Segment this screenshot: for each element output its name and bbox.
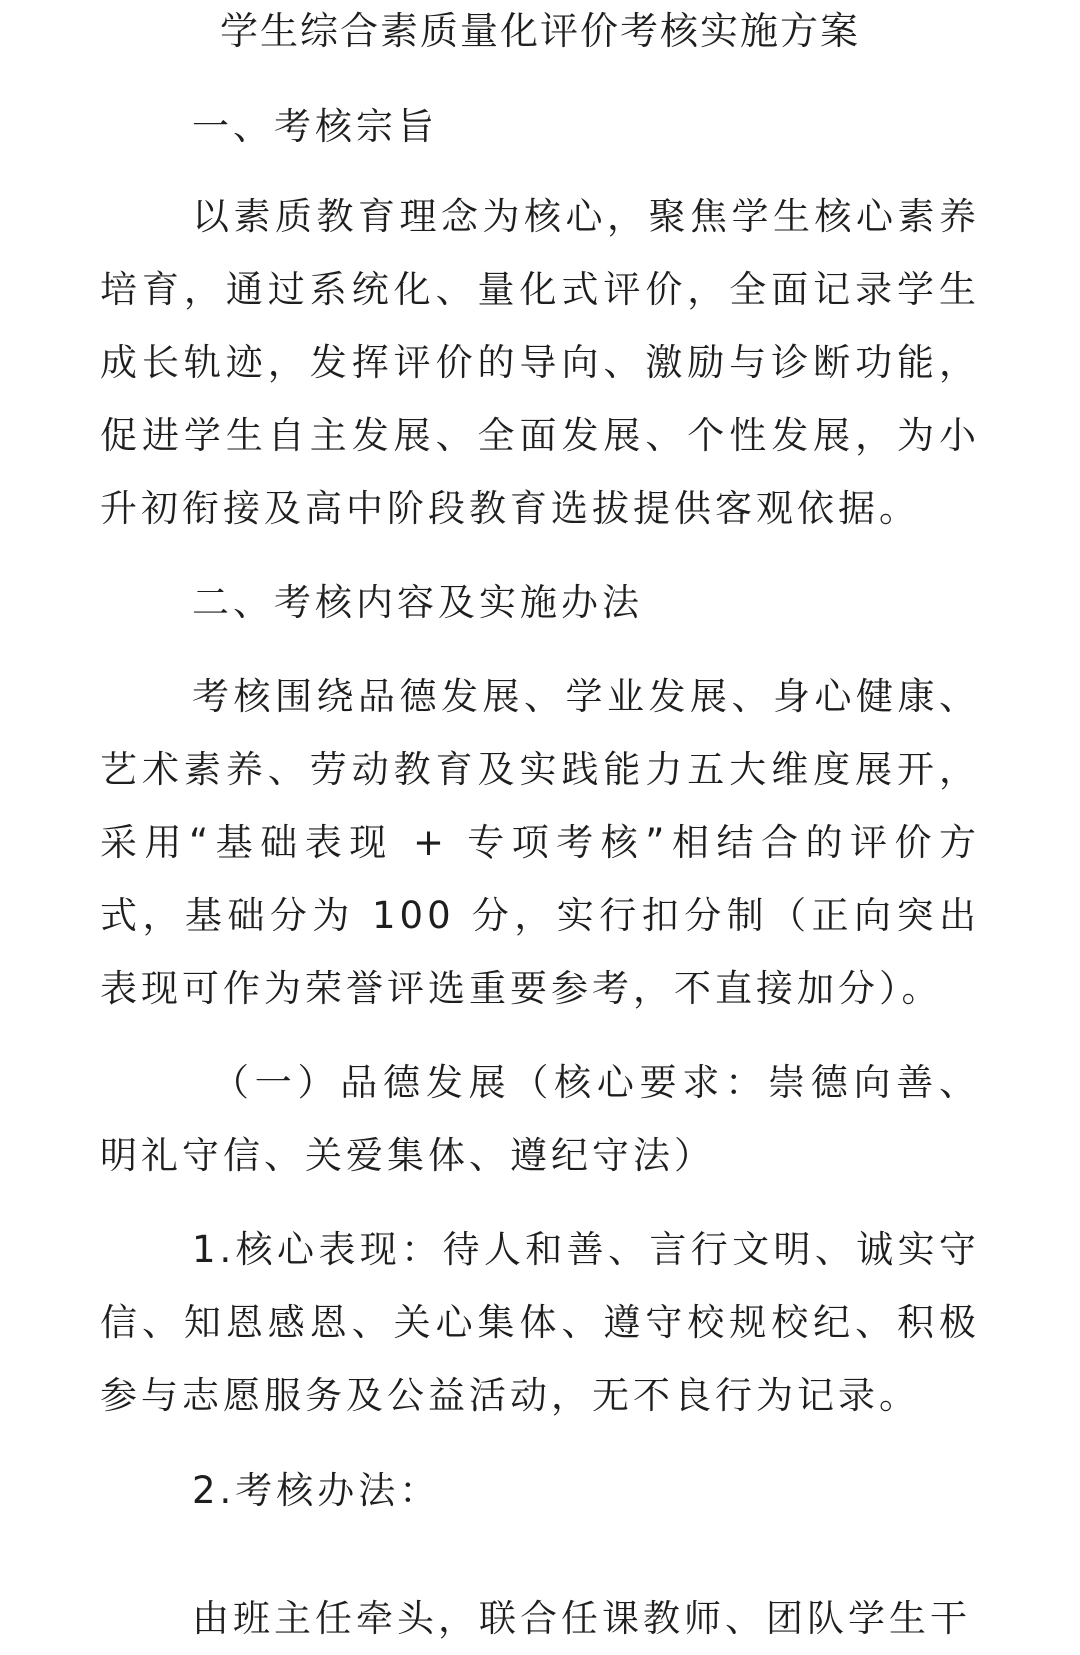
section-1-heading: 一、考核宗旨 <box>192 105 438 148</box>
document-title: 学生综合素质量化评价考核实施方案 <box>219 9 860 53</box>
cut-off-text-line: 由班主任牵头，联合任课教师、团队学生干 <box>192 1597 971 1640</box>
section-2-paragraph: 考核围绕品德发展、学业发展、身心健康、艺术素养、劳动教育及实践能力五大维度展开，采用“基础表现 + 专项考核”相结合的评价方式，基础分为 100 分，实行扣分制（正向突出表现可作为荣誉评选重要参考，不直接加分）。 <box>100 675 980 1010</box>
subsection-1-heading: （一）品德发展（核心要求：崇德向善、明礼守信、关爱集体、遵纪守法） <box>100 1061 980 1177</box>
item-2-heading: 2.考核办法： <box>192 1469 441 1512</box>
section-2-heading: 二、考核内容及实施办法 <box>192 581 643 624</box>
section-1-paragraph: 以素质教育理念为核心，聚焦学生核心素养培育，通过系统化、量化式评价，全面记录学生成长轨迹，发挥评价的导向、激励与诊断功能，促进学生自主发展、全面发展、个性发展，为小升初衔接及高中阶段教育选拔提供客观依据。 <box>100 195 980 530</box>
item-1-text: 1.核心表现：待人和善、言行文明、诚实守信、知恩感恩、关心集体、遵守校规校纪、积极参与志愿服务及公益活动，无不良行为记录。 <box>100 1228 980 1417</box>
